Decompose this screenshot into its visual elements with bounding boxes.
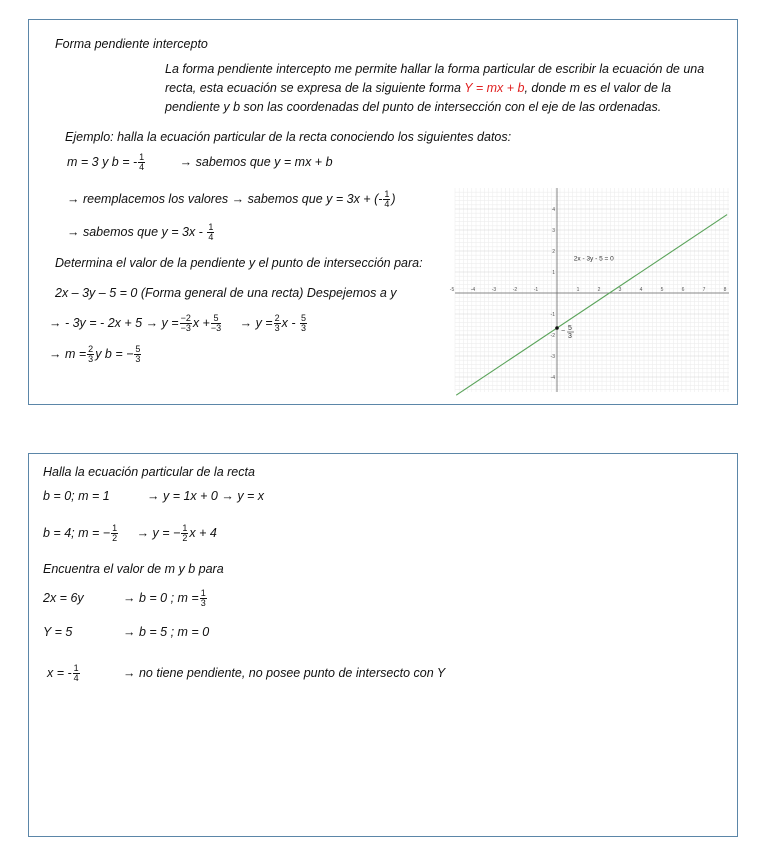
x-tick-label: 8 <box>723 287 727 293</box>
y-tick-label: -2 <box>550 333 555 339</box>
x-tick-label: 5 <box>660 287 664 293</box>
y-tick-label: -3 <box>550 354 555 360</box>
numerator: −2 <box>180 313 191 323</box>
denominator: 4 <box>384 199 390 209</box>
denominator: 3 <box>200 598 206 608</box>
denominator: 3 <box>301 323 307 333</box>
solving-steps <box>49 314 308 333</box>
row5-given <box>47 664 123 683</box>
row1-given: b = 0; m = 1 <box>43 489 110 503</box>
ex1-text-b: → sabemos que y = mx + b <box>179 154 333 169</box>
denominator: 4 <box>139 162 145 172</box>
ex2-text-b: ) <box>391 191 396 206</box>
numerator: 1 <box>73 663 79 673</box>
x-tick-label: -2 <box>512 287 518 293</box>
numerator: 1 <box>139 152 145 162</box>
row2-answer-a: → y = − <box>136 525 181 540</box>
exercise-panel <box>28 453 738 837</box>
fraction <box>180 314 192 333</box>
exercise-row-4 <box>43 625 209 640</box>
denominator: 3 <box>135 354 141 364</box>
row1-answer: → y = 1x + 0 → y = x <box>147 489 265 503</box>
y-tick-label: 4 <box>552 207 555 213</box>
row3-given: 2x = 6y <box>43 590 84 605</box>
y-tick-label: 2 <box>552 249 555 255</box>
fraction <box>181 524 188 543</box>
x-tick-label: 2 <box>597 287 601 293</box>
exercise-row-2 <box>43 524 217 543</box>
step-text-b: x + <box>192 315 210 330</box>
exercise-title: Halla la ecuación particular de la recta <box>43 465 255 479</box>
numerator: 1 <box>384 189 390 199</box>
graph-canvas <box>449 188 729 392</box>
fraction <box>200 589 207 608</box>
row4-answer: → b = 5 ; m = 0 <box>123 625 210 639</box>
numerator: 2 <box>274 313 280 323</box>
result-line <box>49 345 142 364</box>
exercise-subtitle: Encuentra el valor de m y b para <box>43 562 224 576</box>
x-tick-label: 1 <box>576 287 580 293</box>
denominator: 4 <box>208 232 214 242</box>
intro-paragraph <box>165 60 727 117</box>
determine-heading: Determina el valor de la pendiente y el punto de intersección para: <box>55 256 423 270</box>
numerator: 5 <box>135 344 141 354</box>
ex3-text-a: → sabemos que y = 3x - <box>67 224 203 239</box>
x-tick-label: -3 <box>491 287 497 293</box>
numerator: 5 <box>211 314 221 324</box>
row2-given: b = 4; m = − <box>43 525 111 540</box>
intercept-label-numerator: 5 <box>568 325 572 332</box>
step-text-a: → - 3y = - 2x + 5 → y = <box>49 315 179 330</box>
y-tick-label: 1 <box>552 270 555 276</box>
numerator: 2 <box>88 344 94 354</box>
step-text-d: x - <box>281 315 296 330</box>
intro-text-b: , donde m es el valor de la pendiente y b son las coordenadas del punto de intersección con el eje de las ordenadas. <box>165 81 672 114</box>
row2-answer-b: x + 4 <box>189 525 217 540</box>
result-text-b: y b = − <box>95 346 134 361</box>
x-tick-label: 6 <box>681 287 685 293</box>
denominator: 3 <box>274 323 280 333</box>
x-tick-label: 4 <box>639 287 643 293</box>
line-graph <box>449 188 729 392</box>
x-tick-label: -4 <box>470 287 476 293</box>
intercept-label-minus: − <box>561 328 566 335</box>
denominator: 3 <box>88 354 94 364</box>
fraction <box>274 314 281 333</box>
y-intercept-point <box>555 326 559 330</box>
general-equation: 2x – 3y – 5 = 0 (Forma general de una recta) Despejemos a y <box>55 286 397 300</box>
denominator: 4 <box>73 673 79 683</box>
fraction <box>207 223 214 242</box>
y-tick-label: 3 <box>552 228 555 234</box>
row5-answer: → no tiene pendiente, no posee punto de intersecto con Y <box>123 665 446 680</box>
fraction <box>134 345 141 364</box>
denominator: 2 <box>112 533 118 543</box>
numerator: 5 <box>301 313 307 323</box>
step-text-c: → y = <box>239 315 273 330</box>
denominator: −3 <box>210 323 222 333</box>
x-tick-label: -1 <box>533 287 539 293</box>
y-tick-label: -1 <box>550 312 555 318</box>
example-line-2 <box>67 190 396 209</box>
section-title: Forma pendiente intercepto <box>55 37 208 51</box>
fraction <box>138 153 145 172</box>
tick-labels <box>450 207 727 381</box>
example-heading: Ejemplo: halla la ecuación particular de la recta conociendo los siguientes datos: <box>65 130 512 144</box>
example-line-1 <box>67 153 333 172</box>
ex2-text-a: → reemplacemos los valores → sabemos que y = 3x + (- <box>67 191 383 206</box>
denominator: 2 <box>182 533 188 543</box>
fraction <box>383 190 390 209</box>
equation-label: 2x - 3y - 5 = 0 <box>573 255 614 263</box>
numerator: 1 <box>112 523 118 533</box>
x-tick-label: -5 <box>449 287 455 293</box>
fraction <box>300 314 307 333</box>
ex1-text-a: m = 3 y b = - <box>67 154 138 169</box>
exercise-row-1 <box>43 489 264 504</box>
result-text-a: → m = <box>49 346 87 361</box>
numerator: 1 <box>200 588 206 598</box>
numerator: 1 <box>208 222 214 232</box>
fraction <box>211 314 221 333</box>
intro-text-a: La forma pendiente intercepto me permite hallar la forma particular de escribir la ecuación de una recta, esta ecuación se expresa de la siguiente forma <box>165 62 705 95</box>
row5-given-text: x = - <box>47 665 72 680</box>
exercise-row-5 <box>47 664 445 683</box>
numerator: 1 <box>182 523 188 533</box>
denominator: −3 <box>180 323 191 333</box>
y-tick-label: -4 <box>550 375 555 381</box>
fraction <box>111 524 118 543</box>
fraction <box>87 345 94 364</box>
x-tick-label: 7 <box>702 287 706 293</box>
row4-given: Y = 5 <box>43 625 73 639</box>
intercept-label-denominator: 3 <box>568 333 572 340</box>
intro-formula: Y = mx + b <box>464 81 525 95</box>
row3-answer: → b = 0 ; m = <box>123 590 199 605</box>
x-tick-label: 3 <box>618 287 622 293</box>
example-line-3 <box>67 223 215 242</box>
fraction <box>73 664 80 683</box>
exercise-row-3 <box>43 589 208 608</box>
